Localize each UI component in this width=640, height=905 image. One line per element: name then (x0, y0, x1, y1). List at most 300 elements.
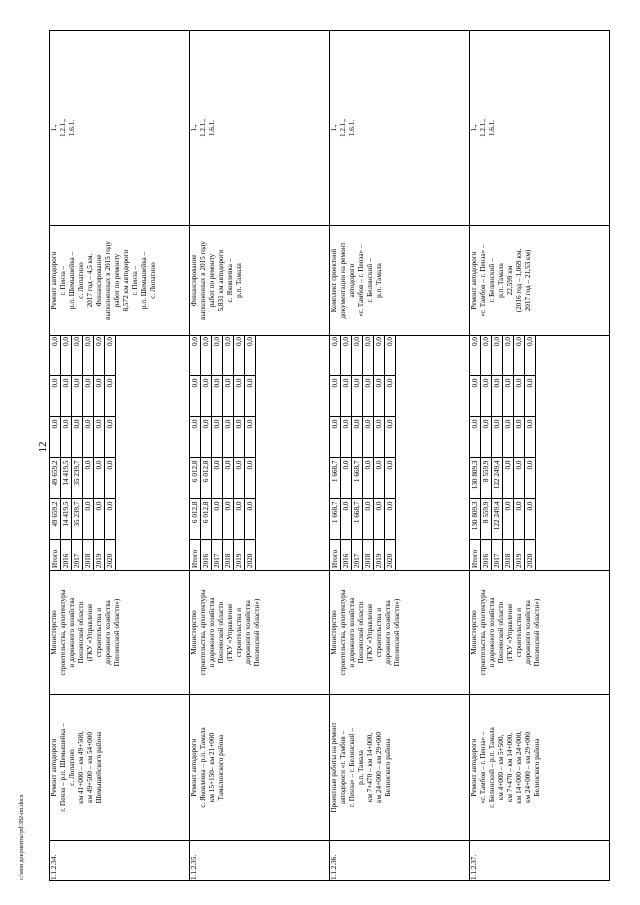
executor-line: дорожного хозяйства (384, 600, 392, 665)
finance-value: 0,0 (94, 335, 105, 376)
finance-row (61, 335, 72, 570)
finance-value: 14 419,5 (61, 458, 72, 499)
result-note-line: р.п. Тамала (375, 263, 383, 298)
target-indicators (470, 31, 610, 226)
finance-row (83, 335, 94, 570)
object-description (470, 695, 610, 841)
result-note-line: 22,599 км (506, 265, 514, 296)
finance-row (245, 335, 256, 570)
finance-value: 0,0 (105, 458, 116, 499)
finance-value: 6 012,8 (190, 458, 201, 499)
object-description-line: Шемышейского района (95, 731, 103, 804)
finance-value: 0,0 (72, 335, 83, 376)
executor-line: строительства, архитектуры (199, 589, 207, 676)
result-note-line: автодороги (348, 263, 356, 298)
target-indicators-line: 1., (470, 124, 478, 132)
finance-table (190, 335, 256, 570)
finance-value: 0,0 (50, 417, 61, 458)
executor-line: Пензенской области») (533, 598, 541, 667)
year-label: 2016 (481, 540, 492, 570)
table-row (330, 31, 470, 881)
finance-value: 122 249,4 (492, 499, 503, 540)
finance-value: 0,0 (223, 417, 234, 458)
year-label: Итого (50, 540, 61, 570)
finance-value: 0,0 (492, 417, 503, 458)
finance-value: 0,0 (363, 335, 374, 376)
row-id: 1.1.2.37. (470, 841, 610, 881)
target-indicators-line: 1.6.1. (68, 119, 76, 137)
finance-value: 0,0 (105, 376, 116, 417)
object-description (190, 695, 330, 841)
finance-value: 130 809,3 (470, 499, 481, 540)
object-description-line: Тамалинского района (217, 734, 225, 801)
executor-line: строительства и (235, 607, 243, 658)
finance-value: 0,0 (330, 417, 341, 458)
executor-line: и дорожного хозяйства (488, 597, 496, 668)
result-note-line: Комплект проектной (330, 248, 338, 313)
result-note-line: г. Пенза – (59, 265, 67, 296)
finance-row (514, 335, 525, 570)
executor-line: и дорожного хозяйства (68, 597, 76, 668)
result-note-line: 8,572 км автодороги (122, 249, 130, 312)
table-row (50, 31, 190, 881)
executor-line: Министерство (470, 610, 478, 655)
finance-value: 0,0 (341, 335, 352, 376)
target-indicators (50, 31, 190, 226)
finance-value: 6 012,8 (190, 499, 201, 540)
finance-value: 0,0 (83, 376, 94, 417)
finance-value: 0,0 (492, 376, 503, 417)
finance-value: 0,0 (83, 499, 94, 540)
finance-value: 0,0 (352, 417, 363, 458)
year-label: 2019 (374, 540, 385, 570)
finance-value: 0,0 (201, 417, 212, 458)
finance-value: 130 809,3 (470, 458, 481, 499)
year-label: 2017 (212, 540, 223, 570)
finance-row (50, 335, 61, 570)
row-id: 1.1.2.34. (50, 841, 190, 881)
finance-value: 0,0 (525, 458, 536, 499)
finance-value: 0,0 (245, 376, 256, 417)
year-label: 2020 (385, 540, 396, 570)
object-description-line: с. Лопатино (68, 749, 76, 786)
executor-line: (ГКУ «Управление (366, 603, 374, 662)
result-note-line: 5,831 км автодороги (217, 249, 225, 312)
result-note-line: выполненных в 2015 году (104, 241, 112, 320)
year-label: 2017 (352, 540, 363, 570)
finance-value: 0,0 (105, 417, 116, 458)
finance-value: 0,0 (50, 335, 61, 376)
finance-value: 0,0 (470, 376, 481, 417)
result-note-line: с. Лопатино (77, 262, 85, 299)
finance-row (94, 335, 105, 570)
target-indicators (190, 31, 330, 226)
finance-value: 0,0 (234, 376, 245, 417)
finance-value: 0,0 (363, 458, 374, 499)
finance-row (234, 335, 245, 570)
result-note-line: работ по ремонту (113, 253, 121, 308)
finance-value: 0,0 (341, 417, 352, 458)
finance-value: 8 559,9 (481, 458, 492, 499)
executor-line: (ГКУ «Управление (86, 603, 94, 662)
finance-value: 6 012,8 (201, 499, 212, 540)
result-note-line: документации на ремонт (339, 242, 347, 319)
finance-value: 0,0 (503, 417, 514, 458)
finance-value: 14 419,5 (61, 499, 72, 540)
year-label: Итого (190, 540, 201, 570)
finance-value: 0,0 (223, 376, 234, 417)
object-description-line: «г. Тамбов – г. Пенза» – (479, 731, 487, 804)
executor (470, 571, 610, 695)
finance-value: 0,0 (234, 458, 245, 499)
finance-value: 49 659,2 (50, 458, 61, 499)
finance-value: 0,0 (245, 417, 256, 458)
finance-value: 1 668,7 (352, 458, 363, 499)
result-note-line: (2016 год – 1,069 км, (515, 248, 523, 313)
result-note-line: р.п. Шемышейка – (140, 251, 148, 310)
finance-row (374, 335, 385, 570)
target-indicators-line: 1.6.1. (488, 119, 496, 137)
finance-value: 0,0 (352, 335, 363, 376)
year-label: 2019 (234, 540, 245, 570)
finance-table (470, 335, 536, 570)
finance-value: 0,0 (481, 335, 492, 376)
finance-value: 35 239,7 (72, 499, 83, 540)
finance-value: 0,0 (190, 417, 201, 458)
executor-line: строительства, архитектуры (59, 589, 67, 676)
year-label: 2020 (105, 540, 116, 570)
target-indicators-line: 1.2.1., (339, 119, 347, 137)
result-note-line: р.п. Тамала (497, 263, 505, 298)
finance-value: 0,0 (503, 499, 514, 540)
page-number: 12 (37, 441, 49, 453)
finance-value: 0,0 (212, 376, 223, 417)
finance-value: 0,0 (245, 499, 256, 540)
finance-value: 0,0 (514, 417, 525, 458)
finance-row (363, 335, 374, 570)
finance-value: 0,0 (72, 417, 83, 458)
finance-value: 0,0 (94, 458, 105, 499)
executor-line: Пензенской области (497, 601, 505, 664)
finance-value: 0,0 (385, 499, 396, 540)
result-note-line: с. Лопатино (149, 262, 157, 299)
finance-value: 0,0 (385, 335, 396, 376)
year-label: 2020 (245, 540, 256, 570)
target-indicators-line: 1.6.1. (348, 119, 356, 137)
finance-value: 35 239,7 (72, 458, 83, 499)
target-indicators-line: 1., (190, 124, 198, 132)
finance-value: 0,0 (341, 499, 352, 540)
finance-value: 0,0 (341, 458, 352, 499)
object-description-line: км 7+470 – км 14+000, (366, 732, 374, 803)
executor-line: Министерство (190, 610, 198, 655)
finance-value: 0,0 (481, 417, 492, 458)
finance-value: 0,0 (481, 376, 492, 417)
finance-value: 0,0 (514, 335, 525, 376)
finance-row (201, 335, 212, 570)
file-path-footer: c:\мои документы\pd\382-пп.docx (19, 794, 25, 880)
finance-value: 122 249,4 (492, 458, 503, 499)
finance-value: 1 668,7 (330, 499, 341, 540)
executor-line: (ГКУ «Управление (506, 603, 514, 662)
result-note-line: Финансирование (95, 254, 103, 307)
finance-value: 0,0 (223, 335, 234, 376)
result-note-line: «г. Тамбов – г. Пенза» – (479, 244, 487, 317)
finance-row (105, 335, 116, 570)
object-description-line: автодороги «г. Тамбов – (339, 730, 347, 805)
finance-value: 0,0 (234, 499, 245, 540)
table-row (190, 31, 330, 881)
executor-line: Пензенской области») (393, 598, 401, 667)
finance-value: 0,0 (105, 499, 116, 540)
year-label: 2017 (72, 540, 83, 570)
object-description-line: км 24+000 – км 29+000 (375, 732, 383, 803)
result-note-line: Ремонт автодороги (50, 251, 58, 310)
object-description-line: км 49+500 – км 54+000 (86, 732, 94, 803)
result-note-line: с. Яковлевка – (226, 258, 234, 303)
finance-value: 8 559,9 (481, 499, 492, 540)
finance-value: 0,0 (61, 417, 72, 458)
program-table (49, 30, 610, 881)
executor-line: Министерство (330, 610, 338, 655)
year-label: 2019 (514, 540, 525, 570)
executor-line: строительства, архитектуры (339, 589, 347, 676)
finance-value: 0,0 (72, 376, 83, 417)
finance-value: 0,0 (514, 499, 525, 540)
finance-value: 0,0 (525, 335, 536, 376)
finance-table (50, 335, 116, 570)
year-label: 2018 (503, 540, 514, 570)
finance-value: 0,0 (105, 335, 116, 376)
finance-value: 0,0 (525, 376, 536, 417)
executor-line: Пензенской области») (253, 598, 261, 667)
executor-line: строительства и (515, 607, 523, 658)
object-description-line: км 41+000 – км 49+500, (77, 731, 85, 804)
executor-line: дорожного хозяйства (524, 600, 532, 665)
year-label: 2018 (223, 540, 234, 570)
finance-row (212, 335, 223, 570)
rotated-table-container (49, 31, 609, 881)
finance-cell (190, 336, 330, 571)
finance-value: 0,0 (190, 376, 201, 417)
finance-value: 0,0 (385, 376, 396, 417)
result-note (330, 226, 470, 336)
finance-value: 0,0 (61, 335, 72, 376)
executor (50, 571, 190, 695)
executor-line: Пензенской области (357, 601, 365, 664)
finance-value: 0,0 (201, 376, 212, 417)
finance-row (72, 335, 83, 570)
target-indicators-line: 1., (50, 124, 58, 132)
finance-value: 0,0 (94, 499, 105, 540)
object-description-line: Ремонт автодороги (190, 738, 198, 797)
finance-value: 0,0 (234, 417, 245, 458)
finance-value: 0,0 (514, 458, 525, 499)
object-description-line: км 15+150– км 21+000 (208, 732, 216, 803)
executor-line: дорожного хозяйства (104, 600, 112, 665)
finance-value: 0,0 (50, 376, 61, 417)
executor-line: Пензенской области») (113, 598, 121, 667)
executor (190, 571, 330, 695)
object-description-line: км 4+000 – км 5+500, (497, 734, 505, 801)
finance-value: 0,0 (514, 376, 525, 417)
finance-value: 0,0 (503, 376, 514, 417)
executor-line: (ГКУ «Управление (226, 603, 234, 662)
object-description-line: Проектные работы на ремонт (330, 722, 338, 813)
object-description-line: г. Пенза – р.п. Шемышейка – (59, 723, 67, 812)
finance-value: 0,0 (503, 335, 514, 376)
finance-value: 0,0 (212, 499, 223, 540)
finance-value: 0,0 (245, 458, 256, 499)
finance-value: 0,0 (385, 417, 396, 458)
finance-value: 0,0 (83, 458, 94, 499)
target-indicators-line: 1.6.1. (208, 119, 216, 137)
executor-line: строительства, архитектуры (479, 589, 487, 676)
executor-line: Пензенской области (217, 601, 225, 664)
finance-value: 6 012,8 (201, 458, 212, 499)
executor-line: и дорожного хозяйства (208, 597, 216, 668)
finance-value: 0,0 (363, 499, 374, 540)
finance-value: 0,0 (201, 335, 212, 376)
object-description-line: с. Яковлевка – р.п. Тамала (199, 727, 207, 808)
finance-value: 0,0 (374, 499, 385, 540)
finance-value: 0,0 (223, 499, 234, 540)
finance-value: 0,0 (223, 458, 234, 499)
finance-value: 0,0 (245, 335, 256, 376)
finance-value: 0,0 (374, 335, 385, 376)
finance-value: 0,0 (503, 458, 514, 499)
executor-line: строительства и (375, 607, 383, 658)
executor-line: дорожного хозяйства (244, 600, 252, 665)
finance-value: 0,0 (363, 417, 374, 458)
object-description-line: км 14+000 – км 24+000, (515, 731, 523, 804)
finance-value: 0,0 (470, 335, 481, 376)
row-id: 1.1.2.36. (330, 841, 470, 881)
target-indicators-line: 1.2.1., (199, 119, 207, 137)
year-label: 2016 (61, 540, 72, 570)
finance-value: 0,0 (83, 417, 94, 458)
target-indicators-line: 1.2.1., (479, 119, 487, 137)
result-note-line: г. Белинский – (488, 258, 496, 303)
finance-value: 0,0 (330, 335, 341, 376)
finance-value: 0,0 (212, 335, 223, 376)
finance-value: 49 659,2 (50, 499, 61, 540)
finance-row (470, 335, 481, 570)
finance-value: 0,0 (374, 417, 385, 458)
finance-value: 0,0 (525, 499, 536, 540)
result-note (190, 226, 330, 336)
result-note-line: Финансирование (190, 254, 198, 307)
finance-cell (470, 336, 610, 571)
finance-row (352, 335, 363, 570)
finance-value: 0,0 (190, 335, 201, 376)
finance-row (190, 335, 201, 570)
result-note-line: р.п. Тамала (235, 263, 243, 298)
finance-row (503, 335, 514, 570)
target-indicators-line: 1., (330, 124, 338, 132)
finance-value: 0,0 (492, 335, 503, 376)
finance-value: 0,0 (385, 458, 396, 499)
finance-value: 1 668,7 (352, 499, 363, 540)
object-description-line: Белинского района (384, 738, 392, 797)
finance-cell (330, 336, 470, 571)
row-id: 1.1.2.35. (190, 841, 330, 881)
year-label: 2018 (363, 540, 374, 570)
finance-value: 0,0 (374, 376, 385, 417)
finance-value: 0,0 (212, 458, 223, 499)
finance-value: 0,0 (525, 417, 536, 458)
object-description (330, 695, 470, 841)
finance-row (481, 335, 492, 570)
executor-line: Пензенской области (77, 601, 85, 664)
year-label: 2016 (341, 540, 352, 570)
finance-value: 0,0 (94, 376, 105, 417)
finance-row (525, 335, 536, 570)
finance-value: 0,0 (341, 376, 352, 417)
finance-value: 0,0 (212, 417, 223, 458)
finance-value: 0,0 (363, 376, 374, 417)
target-indicators-line: 1.2.1., (59, 119, 67, 137)
year-label: 2019 (94, 540, 105, 570)
object-description-line: Ремонт автодороги (50, 738, 58, 797)
result-note-line: р.п. Шемышейка – (68, 251, 76, 310)
year-label: 2020 (525, 540, 536, 570)
object-description-line: г. Белинский – р.п. Тамала (488, 727, 496, 808)
finance-table (330, 335, 396, 570)
finance-value: 0,0 (234, 335, 245, 376)
finance-value: 0,0 (352, 376, 363, 417)
result-note-line: «г. Тамбов – г. Пенза» – (357, 244, 365, 317)
year-label: 2018 (83, 540, 94, 570)
result-note-line: работ по ремонту (208, 253, 216, 308)
finance-row (330, 335, 341, 570)
table-row (470, 31, 610, 881)
finance-value: 1 668,7 (330, 458, 341, 499)
result-note (50, 226, 190, 336)
executor-line: строительства и (95, 607, 103, 658)
finance-value: 0,0 (470, 417, 481, 458)
finance-row (341, 335, 352, 570)
object-description (50, 695, 190, 841)
finance-value: 0,0 (61, 376, 72, 417)
result-note-line: выполненных в 2015 году (199, 241, 207, 320)
executor-line: Министерство (50, 610, 58, 655)
year-label: Итого (330, 540, 341, 570)
object-description-line: км 7+470 – км 14+000, (506, 732, 514, 803)
result-note-line: Ремонт автодороги (470, 251, 478, 310)
finance-value: 0,0 (330, 376, 341, 417)
finance-row (385, 335, 396, 570)
finance-row (492, 335, 503, 570)
result-note-line: 2017 год – 21,53 км) (524, 249, 532, 312)
result-note-line: г. Пенза – (131, 265, 139, 296)
finance-value: 0,0 (83, 335, 94, 376)
result-note (470, 226, 610, 336)
target-indicators (330, 31, 470, 226)
finance-row (223, 335, 234, 570)
result-note-line: 2017 год – 4,5 км. (86, 253, 94, 308)
finance-value: 0,0 (94, 417, 105, 458)
finance-cell (50, 336, 190, 571)
year-label: 2017 (492, 540, 503, 570)
object-description-line: р.п. Тамала (357, 750, 365, 785)
object-description-line: г. Пенза» – г. Белинский – (348, 728, 356, 807)
finance-value: 0,0 (374, 458, 385, 499)
executor-line: и дорожного хозяйства (348, 597, 356, 668)
object-description-line: км 24+000 – км 29+000 (524, 732, 532, 803)
object-description-line: Ремонт автодороги (470, 738, 478, 797)
year-label: Итого (470, 540, 481, 570)
